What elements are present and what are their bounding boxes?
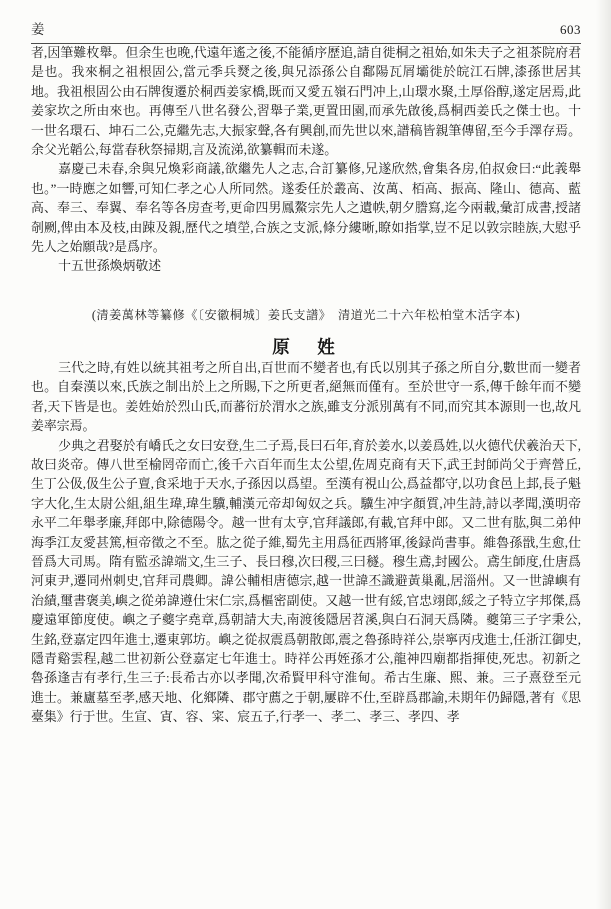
preface-text-block — [31, 44, 581, 277]
section-paragraph-sandai: 三代之時,有姓以統其祖考之所自出,百世而不變者也,有氏以別其子孫之所自分,數世而一變者也。自秦漢以來,氏族之制出於上之所賜,下之所更者,絕無而僅有。至於世守一系,傳千餘年而不變者,天下皆是也。姜姓始於烈山氏,而蕃衍於渭水之族,雖支分派別萬有不同,而究其本源則一也,故凡姜率宗焉。 — [31, 360, 581, 434]
page-number: 603 — [560, 22, 581, 37]
section-title: 原 姓 — [272, 336, 340, 357]
section-paragraph-shaodian: 少典之君娶於有嶠氏之女曰安登,生二子焉,長曰石年,育於姜水,以姜爲姓,以火德代伏羲治天下,故曰炎帝。傳八世至榆罔帝而亡,後千六百年而生太公望,佐周克商有天下,武王封師尚父于齊營丘,生丁公伋,伋生公子亶,食采地于天水,子孫因以爲望。至漢有視山公,爲益都守,以功食邑上邽,長子魁字大化,生太尉公組,組生瑋,瑋生驥,輔漢元帝却匈奴之兵。驥生冲字顏質,冲生詩,詩以孝聞,漢明帝永平二年舉孝廉,拜郎中,除德陽令。越一世有太亨,官拜議郎,有載,官拜中郎。又二世有肱,與二弟仲海季江友愛甚篤,桓帝徵之不至。肱之從子維,蜀先主用爲征西將軍,後録尚書事。維魯孫戩,生愈,仕晉爲大司馬。隋有監丞諱端文,生三子、長曰穆,次曰稷,三曰穟。穆生鳶,封國公。鳶生師度,仕唐爲河東尹,遷同州刺史,官拜司農卿。諱公輔相唐德宗,越一世諱丕識避黃巢亂,居淄州。又一世諱嶼有治績,璽書褒美,嶼之從弟諱遵仕宋仁宗,爲樞密副使。又越一世有綏,官忠翊郎,綏之子特立字邦傑,爲慶遠軍節度使。嶼之子夔字堯章,爲朝請大夫,南渡後隱居苕溪,與白石洞天爲隣。夔第三子字秉公,生銘,登嘉定四年進士,遷東郭坊。嶼之從叔震爲朝散郎,震之魯孫時祥公,崇寧丙戌進士,任浙江御史,隱青谿雲程,越二世初新公登嘉定七年進士。時祥公再姪孫才公,龍神四廟都指揮使,死忠。初新之魯孫逢吉有孝行,生三子:長希古亦以孝聞,次希賢甲科守淮甸。希古生廉、熙、兼。三子熹登至元進士。兼廬墓至孝,感天地、化鄉隣、郡守薦之于朝,屢辟不仕,至辟爲郡諭,未期年仍歸隱,著有《思臺集》行于世。生宣、寊、容、寀、宸五子,行孝一、孝二、孝三、孝四、孝 — [31, 438, 581, 725]
preface-paragraph-jiaqing: 嘉慶己未春,余與兄煥彩商議,欲繼先人之志,合訂纂修,兄遂欣然,會集各房,伯叔僉曰:“此義舉也。”一時應之如響,可知仁孝之心人所同然。遂委任於叢高、汝萬、栢高、振高、隆山、德高、藍高、奉三、奉翼、奉名等各房查考,更命四男鳳鰲宗先人之遺帙,朝夕謄寫,迄今兩載,彙訂成書,授諸剞劂,俾由本及枝,由踈及親,歷代之墳塋,合族之支派,條分縷晰,瞭如指掌,豈不足以敦宗睦族,大慰乎先人之始願哉?是爲序。 — [31, 162, 581, 255]
preface-paragraph-continuation: 者,因筆難枚舉。但余生也晚,代遠年遙之後,不能循序歷追,請自徙桐之祖始,如朱夫子之祖茶院府君是也。我來桐之祖根固公,當元季兵燹之後,與兄添孫公自鄱陽瓦屑壩徙於皖江石牌,漆孫世居其地。我祖根固公由石牌復遷於桐西姜家橋,既而又愛五嶺石門冲上,山環水聚,土厚俗醇,遂定居焉,此姜家坎之所由來也。再傳至八世名發公,習舉子業,更置田園,而承先啟後,爲桐西姜氏之傑士也。十一世名環石、坤石二公,克繼先志,大振家聲,各有興創,而先世以來,譜稿皆親筆傳留,至今手澤存焉。余父光韜公,每當春秋祭掃期,言及流涕,欲纂輯而未遂。 — [31, 46, 581, 158]
source-citation: (清姜萬林等纂修《〔安徽桐城〕姜氏支譜》 清道光二十六年松柏堂木活字本) — [91, 307, 521, 322]
section-text-block — [31, 359, 581, 728]
page-header — [31, 18, 581, 44]
preface-signature: 十五世孫煥炳敬述 — [58, 259, 162, 274]
running-title: 姜 — [31, 22, 46, 37]
